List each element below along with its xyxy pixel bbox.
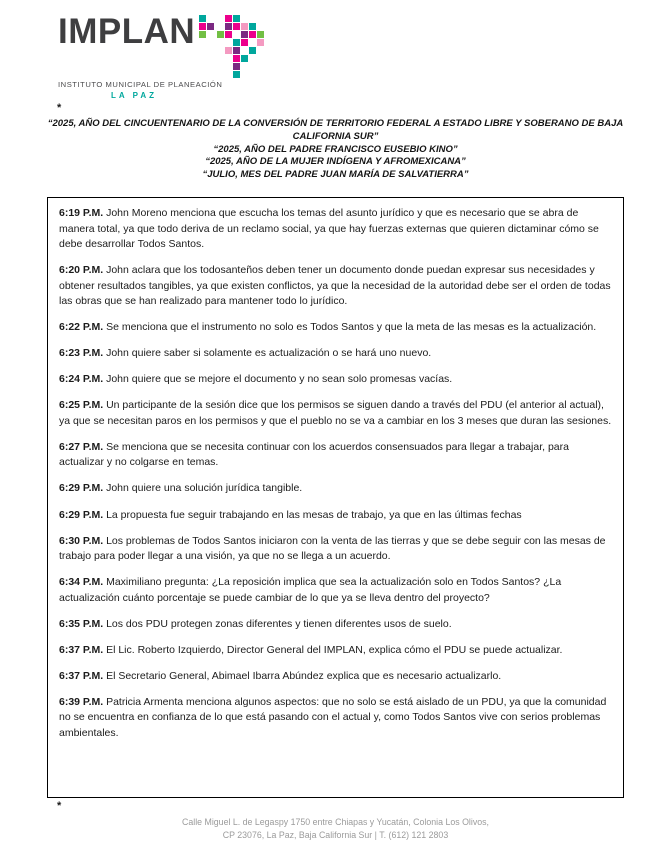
minute-entry: 6:37 P.M. El Lic. Roberto Izquierdo, Director General del IMPLAN, explica cómo el PDU se puede actualizar. <box>59 643 563 656</box>
minute-entry: 6:27 P.M. Se menciona que se necesita continuar con los acuerdos consensuados para llegar a trabajar, para actualizar y no colgarse en temas. <box>59 440 569 469</box>
minutes-box <box>47 197 624 798</box>
footer-line-2: CP 23076, La Paz, Baja California Sur | T. (612) 121 2803 <box>222 830 449 841</box>
minute-timestamp: 6:23 P.M. <box>59 347 104 360</box>
pixel-mosaic-icon <box>199 15 275 79</box>
minute-entry: 6:24 P.M. John quiere que se mejore el documento y no sean solo promesas vacías. <box>59 373 453 386</box>
minute-entry: 6:30 P.M. Los problemas de Todos Santos iniciaron con la venta de las tierras y que se debe seguir con las mesas de trabajo para poder llegar a una visión, ya que no se llega a un acuerdo. <box>59 534 606 563</box>
footer-line-1: Calle Miguel L. de Legaspy 1750 entre Chiapas y Yucatán, Colonia Los Olivos, <box>182 817 489 828</box>
footnote-marker-bottom: * <box>57 800 62 813</box>
minute-timestamp: 6:27 P.M. <box>59 440 104 453</box>
minute-entry: 6:23 P.M. John quiere saber si solamente es actualización o se hará uno nuevo. <box>59 347 432 360</box>
logo-wordmark: IMPLAN <box>58 12 196 51</box>
minute-entry: 6:29 P.M. John quiere una solución jurídica tangible. <box>59 482 303 495</box>
motto-line-3: “2025, AÑO DE LA MUJER INDÍGENA Y AFROMEXICANA” <box>205 156 466 168</box>
motto-line-1: “2025, AÑO DEL CINCUENTENARIO DE LA CONVERSIÓN DE TERRITORIO FEDERAL A ESTADO LIBRE Y SOBERANO DE BAJA CALIFORNIA SUR” <box>47 118 624 142</box>
minute-entry: 6:35 P.M. Los dos PDU protegen zonas diferentes y tienen diferentes usos de suelo. <box>59 617 452 630</box>
implan-logo <box>58 14 298 100</box>
minute-timestamp: 6:35 P.M. <box>59 617 104 630</box>
footer-address <box>0 816 671 842</box>
minute-timestamp: 6:20 P.M. <box>59 264 104 277</box>
minute-timestamp: 6:25 P.M. <box>59 399 104 412</box>
minute-timestamp: 6:22 P.M. <box>59 321 104 334</box>
minute-timestamp: 6:29 P.M. <box>59 508 104 521</box>
minute-timestamp: 6:39 P.M. <box>59 695 104 708</box>
minute-entry: 6:37 P.M. El Secretario General, Abimael Ibarra Abúndez explica que es necesario actualizarlo. <box>59 669 502 682</box>
motto-line-2: “2025, AÑO DEL PADRE FRANCISCO EUSEBIO KINO” <box>213 143 458 155</box>
minute-timestamp: 6:34 P.M. <box>59 576 104 589</box>
year-mottos <box>46 118 626 182</box>
minute-timestamp: 6:19 P.M. <box>59 207 104 220</box>
minute-entry: 6:39 P.M. Patricia Armenta menciona algunos aspectos: que no solo se está aislado de un PDU, ya que la comunidad no se encuentra en confianza de lo que está pasando con el actual y, como Todos Santos vive con serios problemas ambientales. <box>59 695 607 739</box>
logo-city: LA PAZ <box>111 91 157 100</box>
minute-timestamp: 6:37 P.M. <box>59 669 104 682</box>
minute-timestamp: 6:29 P.M. <box>59 482 104 495</box>
motto-line-4: “JULIO, MES DEL PADRE JUAN MARÍA DE SALVATIERRA” <box>202 169 469 181</box>
minute-entry: 6:20 P.M. John aclara que los todosanteños deben tener un documento donde puedan expresar sus necesidades y obtener resultados tangibles, ya que existen conflictos, ya que la necesidad de la autoridad debe ser el orden de todas las obras que se han realizado para mantener todo lo jurídico. <box>59 264 611 308</box>
minute-timestamp: 6:37 P.M. <box>59 643 104 656</box>
footnote-marker-top: * <box>57 102 62 114</box>
minute-entry: 6:29 P.M. La propuesta fue seguir trabajando en las mesas de trabajo, ya que en las últimas fechas <box>59 508 522 521</box>
minute-entry: 6:19 P.M. John Moreno menciona que escucha los temas del asunto jurídico y que es necesario que se abra de manera total, ya que todo deriva de un reclamo social, ya que hay fuerzas externas que quieren dictaminar cómo se debe desarrollar Todos Santos. <box>59 207 599 251</box>
logo-row <box>58 14 298 79</box>
minute-entry: 6:22 P.M. Se menciona que el instrumento no solo es Todos Santos y que la meta de las mesas es la actualización. <box>59 321 597 334</box>
minute-timestamp: 6:24 P.M. <box>59 373 104 386</box>
minute-entry: 6:25 P.M. Un participante de la sesión dice que los permisos se siguen dando a través del PDU (el anterior al actual), ya que se necesitan paros en los permisos y que el pueblo no se va a cambiar en los 3 meses que duran las sesiones. <box>59 399 612 427</box>
minute-timestamp: 6:30 P.M. <box>59 534 104 547</box>
logo-subtitle: INSTITUTO MUNICIPAL DE PLANEACIÓN <box>58 80 223 89</box>
minutes-list <box>59 206 612 741</box>
minute-entry: 6:34 P.M. Maximiliano pregunta: ¿La reposición implica que sea la actualización solo en Todos Santos? ¿La actualización cuánto porcentaje se puede cambiar de lo que ya se lleva dentro del proyecto? <box>59 576 562 604</box>
